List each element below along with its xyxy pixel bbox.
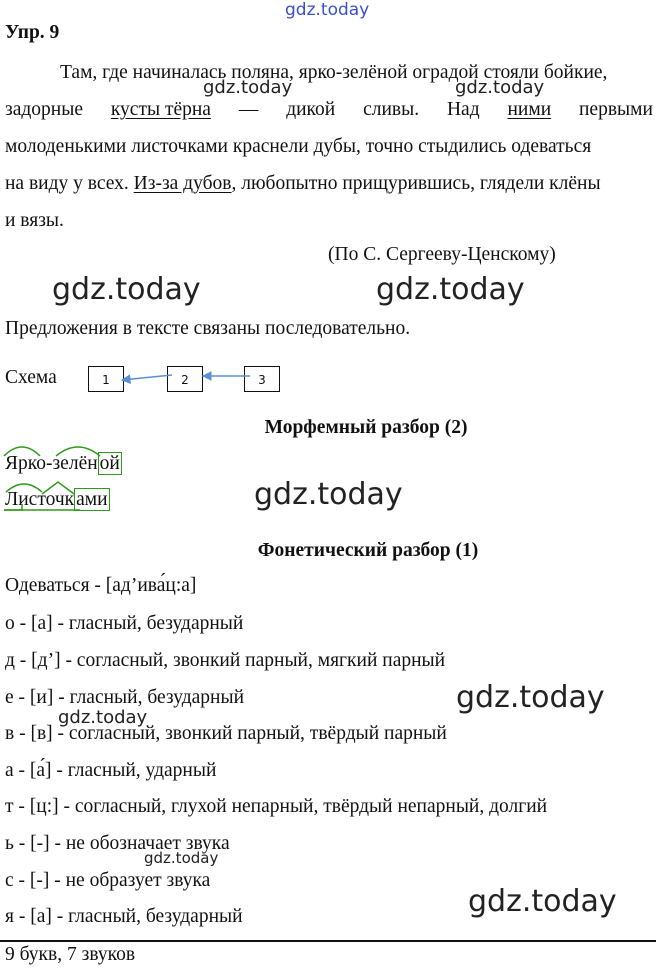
watermark: gdz.today bbox=[456, 680, 605, 715]
phonetic-letter: с - [-] - не образует звука bbox=[5, 870, 211, 891]
phonetic-letter: а - [а́] - гласный, ударный bbox=[5, 760, 217, 781]
watermark: gdz.today bbox=[144, 849, 219, 867]
word: — bbox=[238, 99, 259, 120]
phonetic-letter: ь - [-] - не обозначает звука bbox=[5, 833, 230, 854]
text-fragment: , любопытно прищурившись, глядели клёны bbox=[231, 173, 601, 194]
underlined-word: ними bbox=[507, 99, 552, 120]
phonetic-letter: д - [д’] - согласный, звонкий парный, мягкий парный bbox=[5, 650, 446, 671]
phonetic-letter: т - [ц:] - согласный, глухой непарный, твёрдый непарный, долгий bbox=[5, 796, 548, 817]
phonetic-letter: о - [а] - гласный, безударный bbox=[5, 613, 244, 634]
scheme-box: 1 bbox=[88, 366, 124, 392]
text-line-1: Там, где начиналась поляна, ярко-зелёной оградой стояли бойкие, bbox=[60, 62, 608, 83]
scheme-label: Схема bbox=[5, 367, 57, 388]
scheme-box: 2 bbox=[167, 366, 203, 392]
watermark: gdz.today bbox=[285, 0, 370, 20]
root-arc bbox=[4, 447, 40, 456]
root-arc bbox=[56, 447, 100, 456]
source-citation: (По С. Сергееву-Ценскому) bbox=[328, 244, 556, 265]
watermark: gdz.today bbox=[203, 77, 293, 98]
word: первыми bbox=[579, 99, 653, 120]
scheme-box: 3 bbox=[244, 366, 280, 392]
phonetic-letter: е - [и] - гласный, безударный bbox=[5, 687, 245, 708]
base-bracket bbox=[4, 504, 22, 510]
text-line-5: и вязы. bbox=[5, 210, 64, 231]
divider bbox=[0, 940, 656, 942]
phonetic-letter: я - [а] - гласный, безударный bbox=[5, 906, 243, 927]
watermark: gdz.today bbox=[58, 707, 148, 728]
word: Над bbox=[446, 99, 480, 120]
ending-box: ами bbox=[76, 489, 108, 510]
watermark: gdz.today bbox=[254, 477, 403, 512]
underlined-subject: кусты тёрна bbox=[110, 99, 211, 120]
underlined-phrase: Из-за дубов bbox=[133, 173, 232, 194]
phonetic-summary: 9 букв, 7 звуков bbox=[5, 944, 136, 965]
morpheme-base: Листочк bbox=[5, 489, 75, 510]
ending-box: ой bbox=[99, 453, 120, 474]
page-title: Упр. 9 bbox=[5, 22, 60, 43]
watermark: gdz.today bbox=[468, 884, 617, 919]
text-line-3: молоденькими листочками краснели дубы, точно стыдились одеваться bbox=[5, 136, 592, 157]
connection-statement: Предложения в тексте связаны последовательно. bbox=[5, 318, 411, 339]
morpheme-base: Ярко-зелён bbox=[5, 453, 98, 474]
word: задорные bbox=[5, 99, 83, 120]
text-fragment: на виду у всех. bbox=[5, 173, 134, 194]
morphemic-title: Морфемный разбор (2) bbox=[264, 417, 468, 438]
root-arc bbox=[6, 484, 42, 492]
phonetic-letter: в - [в] - согласный, звонкий парный, твёрдый парный bbox=[5, 723, 447, 744]
watermark: gdz.today bbox=[52, 272, 201, 307]
word: дикой bbox=[286, 99, 336, 120]
watermark: gdz.today bbox=[455, 77, 545, 98]
word: сливы. bbox=[363, 99, 420, 120]
phonetic-title: Фонетический разбор (1) bbox=[257, 540, 479, 561]
watermark: gdz.today bbox=[376, 272, 525, 307]
phonetic-word: Одеваться - [ад’ива́ц:а] bbox=[5, 575, 197, 596]
suffix-mark bbox=[42, 482, 74, 494]
